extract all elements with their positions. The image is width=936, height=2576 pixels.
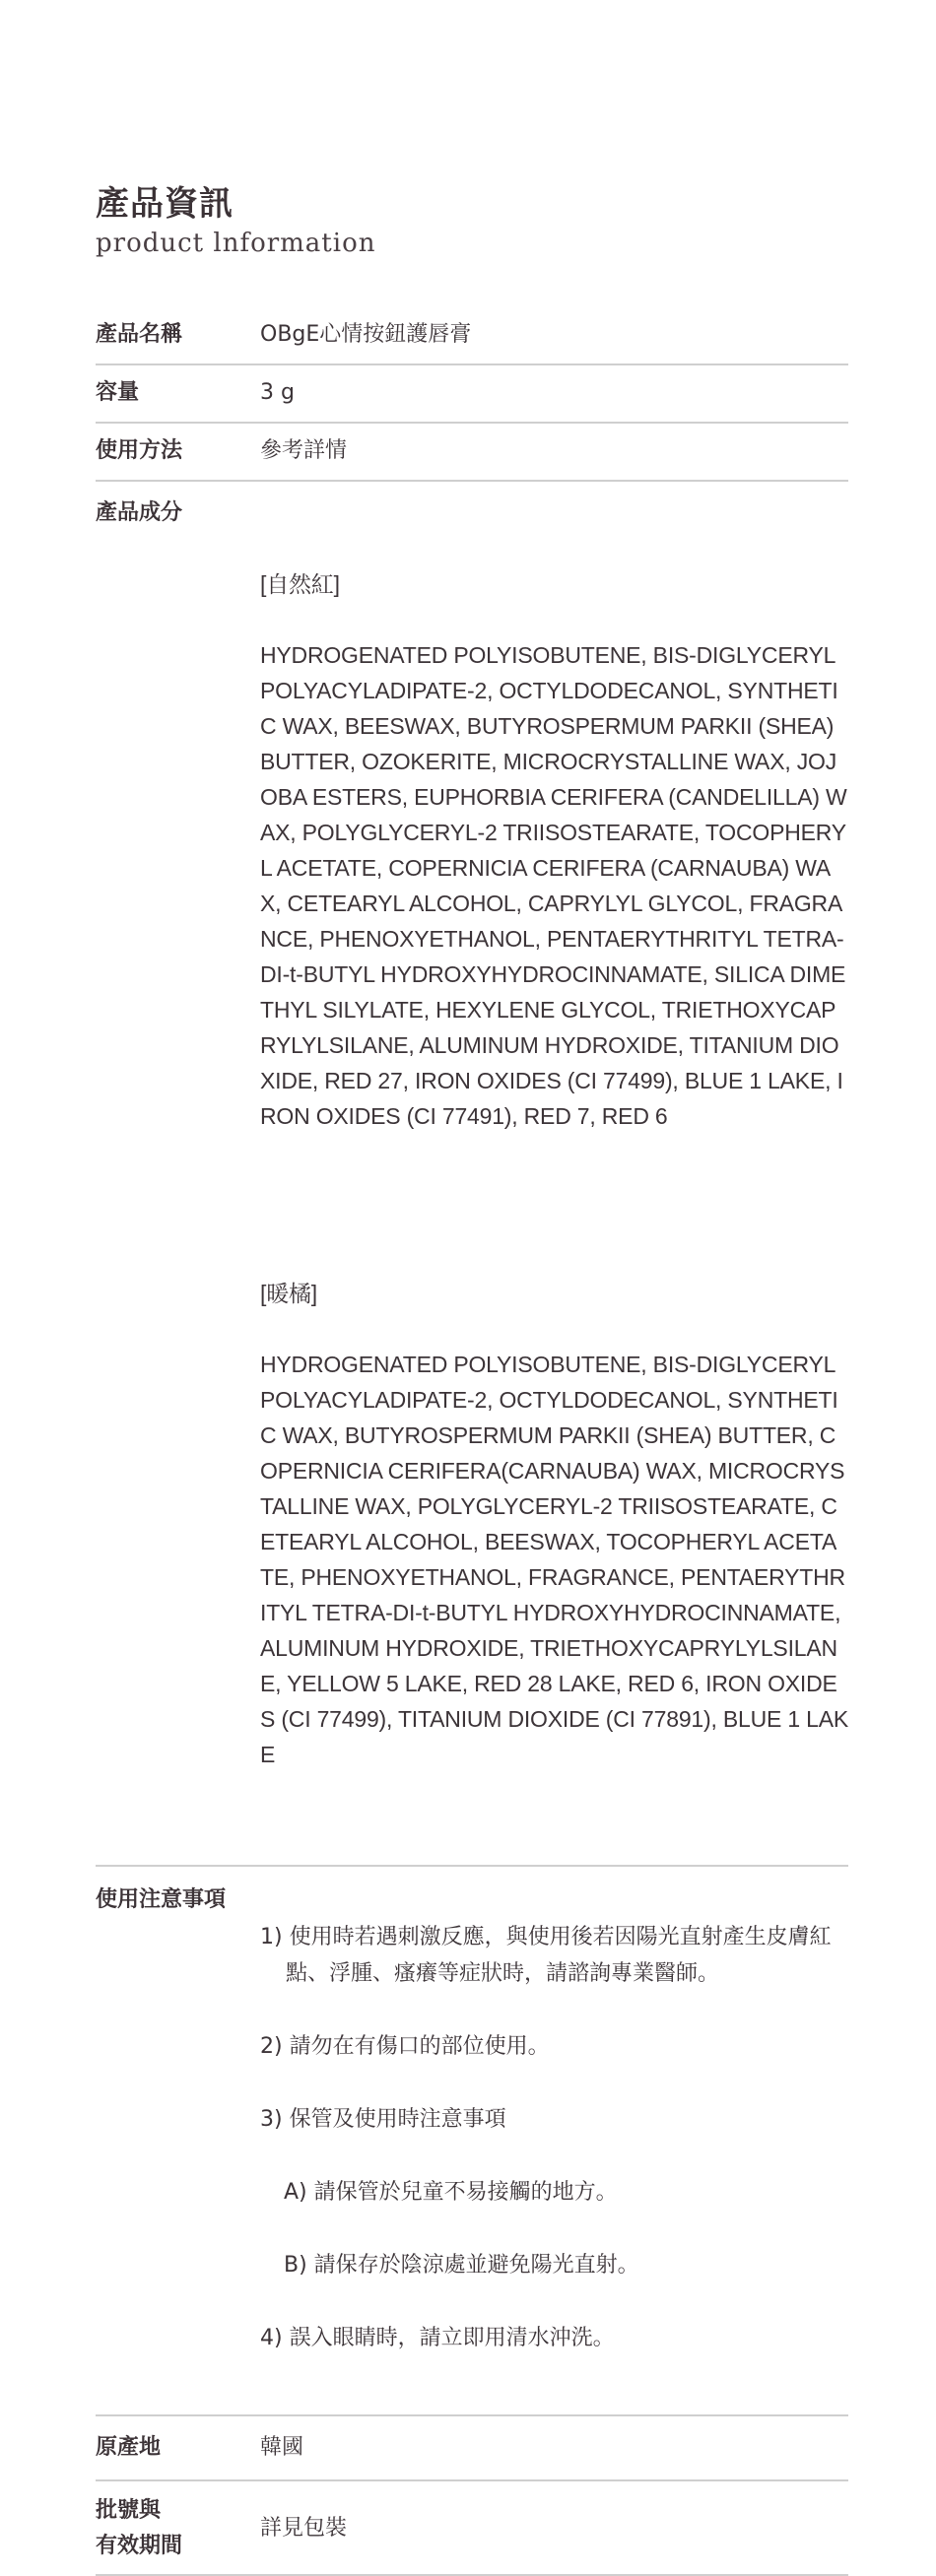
caution-item-3a: A) 請保管於兒童不易接觸的地方。: [284, 2180, 618, 2205]
row-ingredients: [96, 482, 848, 1867]
page-title: 產品資訊: [96, 184, 234, 224]
ingredients-value: [260, 495, 848, 1843]
product-info-table: [96, 307, 848, 2576]
product-info-section: [96, 183, 848, 2576]
ingredients-shade-warm-orange: [260, 1240, 848, 1808]
row-batch-expiry: [96, 2481, 848, 2576]
caution-item-1: 1) 使用時若遇刺激反應，與使用後若因陽光直射產生皮膚紅點、浮腫、瘙癢等症狀時，請諮詢專業醫師。: [260, 1925, 832, 1986]
product-name-label: 產品名稱: [96, 322, 183, 347]
caution-item-3b: B) 請保存於陰涼處並避免陽光直射。: [284, 2253, 639, 2278]
ingredients-label: 產品成分: [96, 500, 183, 525]
batch-expiry-label: 批號與 有效期間: [96, 2498, 183, 2558]
volume-value: 3 g: [260, 380, 295, 405]
shade-warm-orange-title: [暖橘]: [260, 1281, 317, 1306]
cautions-list: [260, 1882, 848, 2393]
row-cautions: [96, 1867, 848, 2416]
caution-item-3: 3) 保管及使用時注意事項: [260, 2107, 506, 2132]
shade-natural-red-text: HYDROGENATED POLYISOBUTENE, BIS-DIGLYCERYL POLYACYLADIPATE-2, OCTYLDODECANOL, SYNTHETIC WAX, BEESWAX, BUTYROSPERMUM PARKII (SHEA) BUTTER, OZOKERITE, MICROCRYSTALLINE WAX, JOJOBA ESTERS, EUPHORBIA CERIFERA (CANDELILLA) WAX, POLYGLYCERYL-2 TRIISOSTEARATE, TOCOPHERYL ACETATE, COPERNICIA CERIFERA (CARNAUBA) WAX, CETEARYL ALCOHOL, CAPRYLYL GLYCOL, FRAGRANCE, PHENOXYETHANOL, PENTAERYTHRITYL TETRA-DI-t-BUTYL HYDROXYHYDROCINNAMATE, SILICA DIMETHYL SILYLATE, HEXYLENE GLYCOL, TRIETHOXYCAPRYLYLSILANE, ALUMINUM HYDROXIDE, TITANIUM DIOXIDE, RED 27, IRON OXIDES (CI 77499), BLUE 1 LAKE, IRON OXIDES (CI 77491), RED 7, RED 6: [260, 642, 847, 1129]
row-volume: [96, 365, 848, 424]
origin-value: 韓國: [260, 2435, 304, 2460]
row-product-name: [96, 307, 848, 365]
shade-warm-orange-text: HYDROGENATED POLYISOBUTENE, BIS-DIGLYCERYL POLYACYLADIPATE-2, OCTYLDODECANOL, SYNTHETIC WAX, BUTYROSPERMUM PARKII (SHEA) BUTTER, COPERNICIA CERIFERA(CARNAUBA) WAX, MICROCRYSTALLINE WAX, POLYGLYCERYL-2 TRIISOSTEARATE, CETEARYL ALCOHOL, BEESWAX, TOCOPHERYL ACETATE, PHENOXYETHANOL, FRAGRANCE, PENTAERYTHRITYL TETRA-DI-t-BUTYL HYDROXYHYDROCINNAMATE, ALUMINUM HYDROXIDE, TRIETHOXYCAPRYLYLSILANE, YELLOW 5 LAKE, RED 28 LAKE, RED 6, IRON OXIDES (CI 77499), TITANIUM DIOXIDE (CI 77891), BLUE 1 LAKE: [260, 1352, 848, 1767]
batch-expiry-value: 詳見包裝: [260, 2516, 348, 2541]
row-usage: [96, 424, 848, 482]
usage-value: 參考詳情: [260, 438, 348, 463]
usage-label: 使用方法: [96, 438, 183, 463]
page-subtitle: product lnformation: [96, 229, 376, 258]
cautions-label: 使用注意事項: [96, 1887, 227, 1912]
shade-natural-red-title: [自然紅]: [260, 571, 340, 597]
product-name-value: OBgE心情按鈕護唇膏: [260, 322, 472, 347]
origin-label: 原產地: [96, 2435, 162, 2460]
ingredients-shade-natural-red: [260, 531, 848, 1169]
volume-label: 容量: [96, 380, 140, 405]
row-origin: [96, 2416, 848, 2481]
caution-item-4: 4) 誤入眼睛時，請立即用清水沖洗。: [260, 2326, 615, 2350]
caution-item-2: 2) 請勿在有傷口的部位使用。: [260, 2034, 550, 2059]
